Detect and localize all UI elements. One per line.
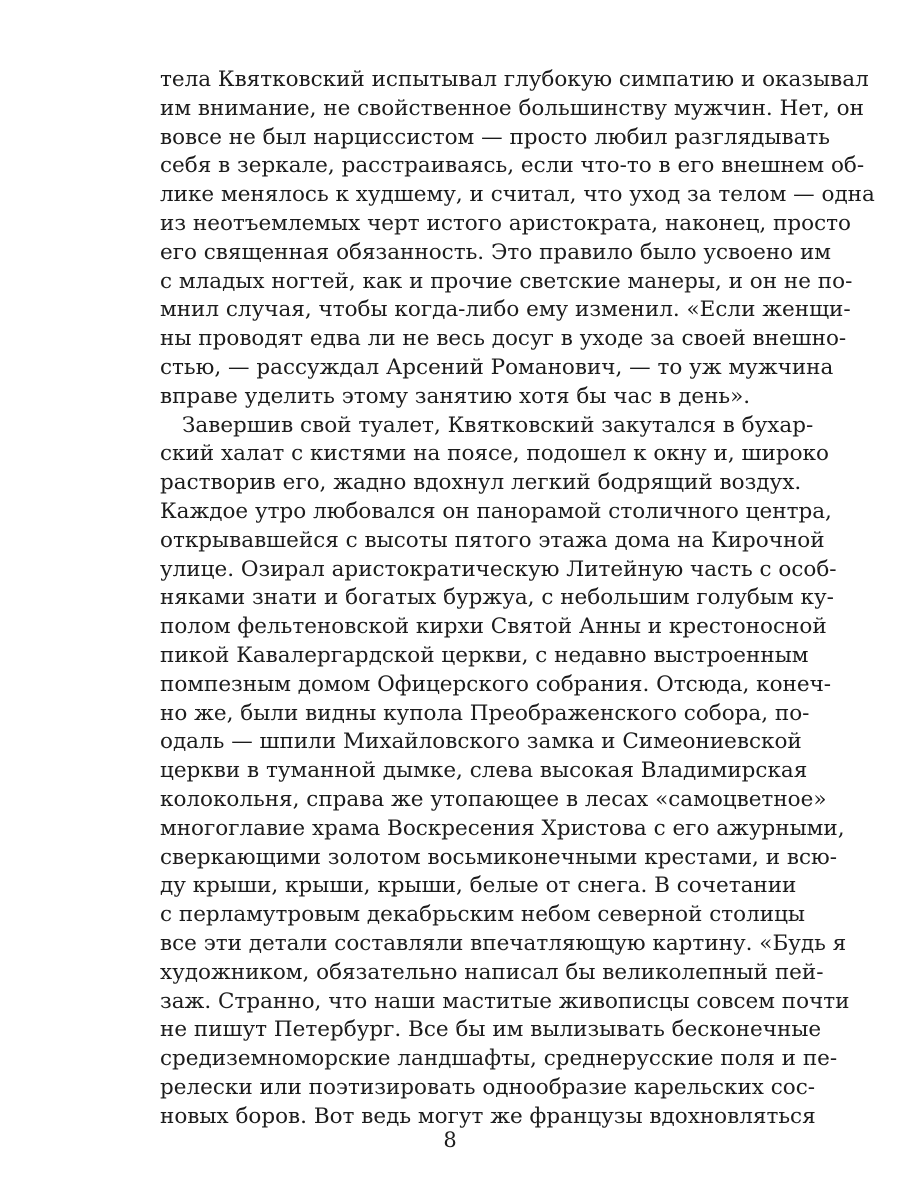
text-line: ду крыши, крыши, крыши, белые от снега. В сочетании: [160, 873, 797, 899]
paragraph: [160, 412, 850, 1132]
text-line: ны проводят едва ли не весь досуг в уходе за своей внешно-: [160, 326, 847, 352]
text-line: его священная обязанность. Это правило было усвоено им: [160, 239, 831, 265]
text-line: релески или поэтизировать однообразие карельских сос-: [160, 1074, 816, 1100]
text-line: растворив его, жадно вдохнул легкий бодрящий воздух.: [160, 470, 802, 496]
text-line: стью, — рассуждал Арсений Романович, — то уж мужчина: [160, 354, 834, 380]
text-line: вовсе не был нарциссистом — просто любил разглядывать: [160, 124, 830, 150]
text-line: заж. Странно, что наши маститые живописцы совсем почти: [160, 988, 850, 1014]
text-line: все эти детали составляли впечатляющую картину. «Будь я: [160, 930, 847, 956]
text-line: тела Квятковский испытывал глубокую симпатию и оказывал: [160, 67, 869, 92]
paragraph: [160, 66, 875, 412]
text-line: лике менялось к худшему, и считал, что уход за телом — одна: [160, 182, 875, 208]
page-number: 8: [443, 1128, 457, 1152]
text-line: с перламутровым декабрьским небом северной столицы: [160, 902, 806, 928]
text-line: из неотъемлемых черт истого аристократа, наконец, просто: [160, 210, 851, 236]
text-line: себя в зеркале, расстраиваясь, если что-то в его внешнем об-: [160, 153, 865, 179]
text-line: полом фельтеновской кирхи Святой Анны и крестоносной: [160, 614, 827, 640]
text-line: одаль — шпили Михайловского замка и Симеониевской: [160, 729, 802, 755]
text-line: пикой Кавалергардской церкви, с недавно выстроенным: [160, 642, 809, 668]
text-line: открывавшейся с высоты пятого этажа дома на Кирочной: [160, 527, 825, 553]
text-line: новых боров. Вот ведь могут же французы вдохновляться: [160, 1103, 816, 1129]
body-text: [160, 66, 875, 1131]
text-line: сверкающими золотом восьмиконечными крестами, и всю-: [160, 844, 837, 870]
text-line: но же, были видны купола Преображенского собора, по-: [160, 700, 810, 726]
text-line: Завершив свой туалет, Квятковский закутался в бухар-: [182, 412, 814, 438]
text-line: улице. Озирал аристократическую Литейную часть с особ-: [160, 556, 837, 582]
text-line: вправе уделить этому занятию хотя бы час в день».: [160, 383, 751, 409]
text-line: не пишут Петербург. Все бы им вылизывать бесконечные: [160, 1017, 822, 1043]
text-line: церкви в туманной дымке, слева высокая Владимирская: [160, 758, 808, 784]
text-line: средиземноморские ландшафты, среднерусские поля и пе-: [160, 1046, 838, 1072]
text-line: няками знати и богатых буржуа, с небольшим голубым ку-: [160, 585, 834, 611]
text-line: Каждое утро любовался он панорамой столичного центра,: [160, 498, 832, 524]
text-line: помпезным домом Офицерского собрания. Отсюда, конеч-: [160, 671, 832, 697]
text-line: художником, обязательно написал бы великолепный пей-: [160, 959, 824, 985]
text-line: многоглавие храма Воскресения Христова с его ажурными,: [160, 815, 845, 841]
text-line: им внимание, не свойственное большинству мужчин. Нет, он: [160, 95, 864, 121]
text-line: мнил случая, чтобы когда-либо ему изменил. «Если женщи-: [160, 297, 851, 323]
text-line: ский халат с кистями на поясе, подошел к окну и, широко: [160, 441, 829, 467]
text-line: с младых ногтей, как и прочие светские манеры, и он не по-: [160, 268, 853, 294]
text-line: колокольня, справа же утопающее в лесах «самоцветное»: [160, 786, 827, 812]
